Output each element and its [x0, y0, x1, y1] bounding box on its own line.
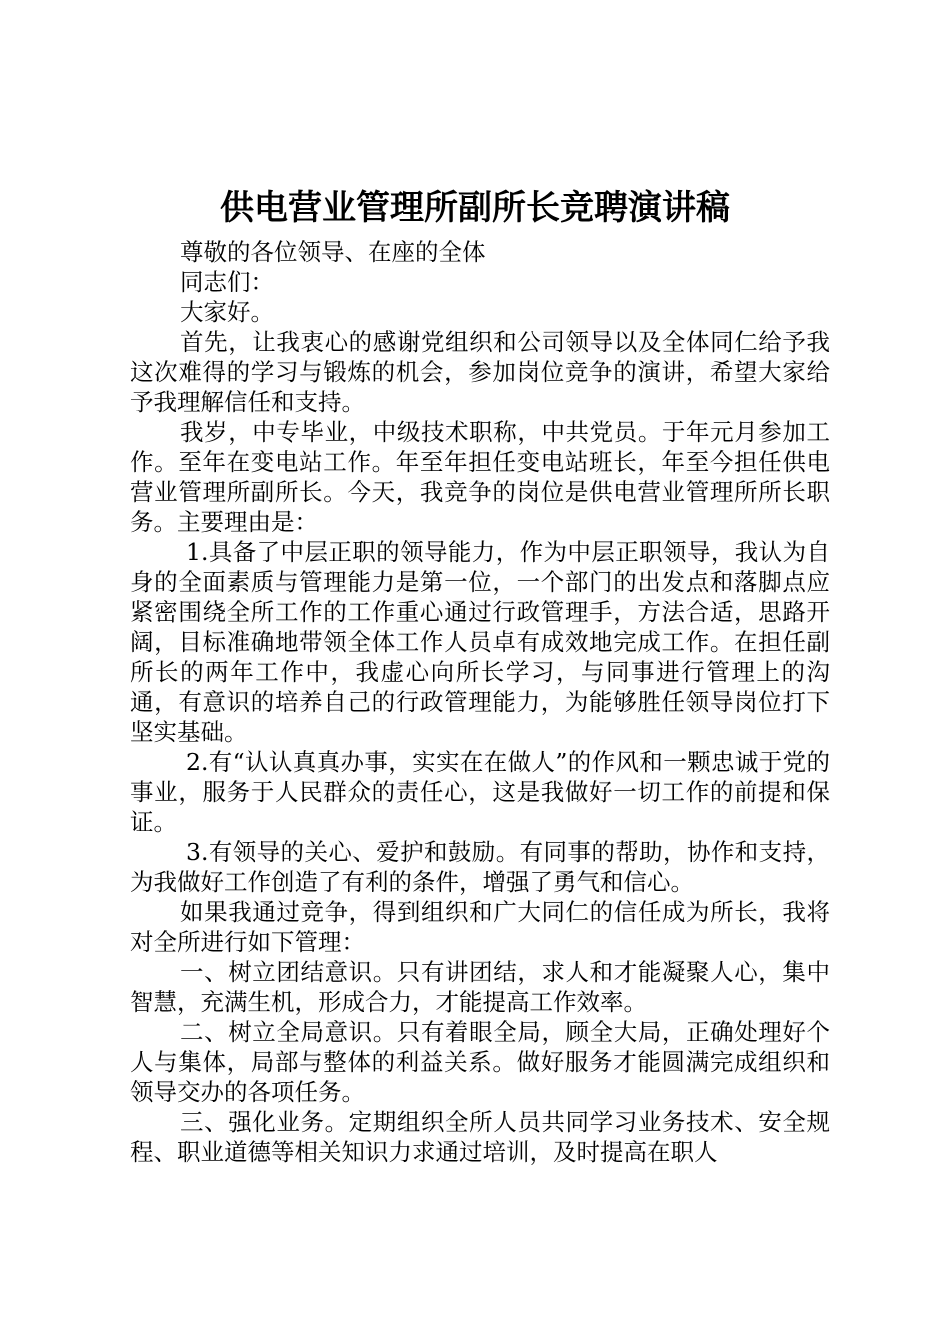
- document-title: 供电营业管理所副所长竞聘演讲稿: [220, 188, 730, 228]
- salutation-line: 尊敬的各位领导、在座的全体: [180, 238, 486, 266]
- paragraph-plan-2: 二、树立全局意识。只有着眼全局，顾全大局，正确处理好个人与集体，局部与整体的利益关系。做好服务才能圆满完成组织和领导交办的各项任务。: [130, 1018, 830, 1106]
- paragraph-plan-1: 一、树立团结意识。只有讲团结，求人和才能凝聚人心，集中智慧，充满生机，形成合力，才能提高工作效率。: [130, 958, 830, 1016]
- paragraph-plan-3: 三、强化业务。定期组织全所人员共同学习业务技术、安全规程、职业道德等相关知识力求通过培训，及时提高在职人: [130, 1108, 830, 1166]
- paragraph-plan-intro: 如果我通过竞争，得到组织和广大同仁的信任成为所长，我将对全所进行如下管理：: [130, 898, 830, 956]
- paragraph-reason-2: 2.有“认认真真办事，实实在在做人”的作风和一颗忠诚于党的事业，服务于人民群众的责任心，这是我做好一切工作的前提和保证。: [130, 748, 830, 836]
- paragraph-reason-1: 1.具备了中层正职的领导能力，作为中层正职领导，我认为自身的全面素质与管理能力是第一位，一个部门的出发点和落脚点应紧密围绕全所工作的工作重心通过行政管理手，方法合适，思路开阔，目标准确地带领全体工作人员卓有成效地完成工作。在担任副所长的两年工作中，我虚心向所长学习，与同事进行管理上的沟通，有意识的培养自己的行政管理能力，为能够胜任领导岗位打下坚实基础。: [130, 538, 830, 746]
- document-body: [130, 237, 830, 1167]
- paragraph-thanks: 首先，让我衷心的感谢党组织和公司领导以及全体同仁给予我这次难得的学习与锻炼的机会，参加岗位竞争的演讲，希望大家给予我理解信任和支持。: [130, 328, 830, 416]
- paragraph-self-introduction: 我岁，中专毕业，中级技术职称，中共党员。于年元月参加工作。至年在变电站工作。年至年担任变电站班长，年至今担任供电营业管理所副所长。今天，我竞争的岗位是供电营业管理所所长职务。主要理由是：: [130, 418, 830, 536]
- greeting-line: 大家好。: [180, 298, 274, 326]
- salutation-continuation: 同志们：: [180, 268, 274, 296]
- paragraph-reason-3: 3.有领导的关心、爱护和鼓励。有同事的帮助，协作和支持，为我做好工作创造了有利的条件，增强了勇气和信心。: [130, 838, 830, 896]
